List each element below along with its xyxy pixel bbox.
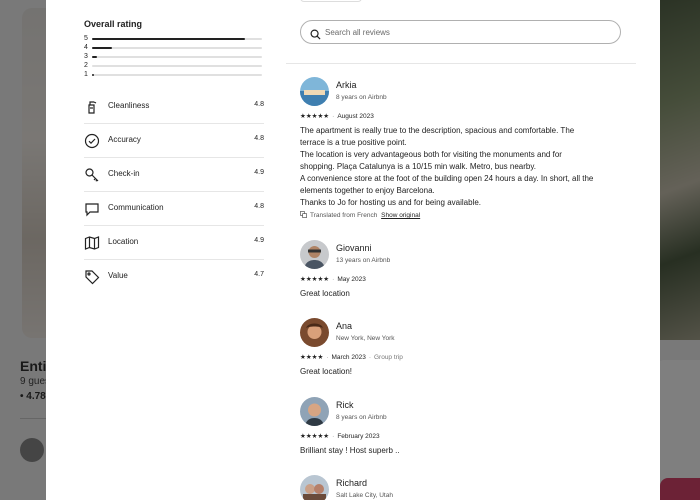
reviews-modal — [46, 0, 660, 500]
key-icon — [84, 167, 100, 183]
trip-type: Group trip — [373, 354, 403, 361]
rating-bar-label: 3 — [84, 53, 88, 60]
review-text-line: Great location! — [300, 367, 353, 376]
category-label: Check-in — [108, 169, 140, 178]
category-value: 4.8 — [254, 101, 264, 108]
review-text-line: elements together to enjoy Barcelona. — [300, 186, 435, 195]
review-text-line: The location is very advantageous both for visiting the monuments and for — [300, 150, 562, 159]
rating-bar-1 — [84, 70, 264, 79]
review-text — [300, 288, 630, 300]
rating-bar-label: 4 — [84, 44, 88, 51]
rating-bar-fill — [92, 47, 112, 49]
check-circle-icon — [84, 133, 100, 149]
review-text-line: terrace is a true positive point. — [300, 138, 407, 147]
reviewer-name: Arkia — [336, 80, 357, 90]
category-check-in — [84, 158, 264, 192]
rating-bar-label: 5 — [84, 35, 88, 42]
rating-bar-4 — [84, 43, 264, 52]
reviewer-meta: Salt Lake City, Utah — [336, 492, 393, 499]
tag-icon — [84, 269, 100, 285]
translated-from-label: Translated from French — [310, 212, 378, 219]
category-value: 4.9 — [254, 169, 264, 176]
review-text — [300, 366, 630, 378]
avatar[interactable] — [300, 77, 329, 106]
reviewer-name: Ana — [336, 321, 353, 331]
message-bubble-icon — [84, 201, 100, 217]
avatar[interactable] — [300, 240, 329, 269]
review-text-line: The apartment is really true to the description, spacious and comfortable. The — [300, 126, 575, 135]
category-label: Accuracy — [108, 135, 141, 144]
search-icon — [310, 27, 321, 38]
show-original-link[interactable]: Show original — [381, 212, 421, 219]
review-rating-line: ★★★★★ · August 2023 — [300, 113, 374, 120]
star-rating: ★★★★ — [300, 354, 324, 361]
reviewer-name: Richard — [336, 478, 368, 488]
reviewer-meta: New York, New York — [336, 335, 395, 342]
spray-bottle-icon — [84, 99, 100, 115]
review-text-line: shopping. Plaça Catalunya is a 10/15 min walk. Metro, bus nearby. — [300, 162, 536, 171]
reviewer-name: Rick — [336, 400, 354, 410]
overall-rating-title: Overall rating — [84, 19, 143, 29]
category-value: 4.8 — [254, 203, 264, 210]
review-text — [300, 445, 630, 457]
star-rating: ★★★★★ — [300, 276, 330, 283]
category-label: Cleanliness — [108, 101, 150, 110]
divider — [286, 63, 636, 64]
rating-bar-fill — [92, 74, 94, 76]
reviewer-meta: 8 years on Airbnb — [336, 94, 387, 101]
review-rating-line: ★★★★ · March 2023 · Group trip — [300, 354, 403, 361]
reviewer-meta: 8 years on Airbnb — [336, 414, 387, 421]
search-reviews-box[interactable] — [300, 20, 621, 44]
review-text — [300, 125, 630, 209]
category-value: 4.9 — [254, 237, 264, 244]
review-text-line: Thanks to Jo for hosting us and for being available. — [300, 198, 481, 207]
category-value: 4.8 — [254, 135, 264, 142]
translate-icon — [300, 211, 307, 218]
map-icon — [84, 235, 100, 251]
sort-dropdown-edge[interactable] — [300, 0, 362, 2]
review-date: May 2023 — [337, 276, 366, 283]
rating-bar-fill — [92, 38, 245, 40]
review-text-line: A convenience store at the foot of the building open 24 hours a day. In short, all the — [300, 174, 594, 183]
reviewer-name: Giovanni — [336, 243, 372, 253]
category-cleanliness — [84, 90, 264, 124]
avatar[interactable] — [300, 318, 329, 347]
category-accuracy — [84, 124, 264, 158]
review-rating-line: ★★★★★ · May 2023 — [300, 276, 366, 283]
translation-note — [300, 211, 420, 219]
review-date: August 2023 — [337, 113, 374, 120]
star-rating: ★★★★★ — [300, 433, 330, 440]
rating-bar-label: 2 — [84, 62, 88, 69]
rating-bar-3 — [84, 52, 264, 61]
review-text-line: Great location — [300, 289, 350, 298]
star-rating: ★★★★★ — [300, 113, 330, 120]
category-label: Communication — [108, 203, 164, 212]
avatar[interactable] — [300, 475, 329, 500]
rating-bar-fill — [92, 56, 97, 58]
avatar[interactable] — [300, 397, 329, 426]
category-label: Location — [108, 237, 139, 246]
review-rating-line: ★★★★★ · February 2023 — [300, 433, 380, 440]
category-communication — [84, 192, 264, 226]
review-date: March 2023 — [331, 354, 366, 361]
category-value — [84, 260, 264, 294]
search-reviews-input[interactable] — [325, 21, 615, 43]
rating-bar-2 — [84, 61, 264, 70]
category-label: Value — [108, 271, 128, 280]
review-date: February 2023 — [337, 433, 380, 440]
rating-bar-5 — [84, 34, 264, 43]
category-location — [84, 226, 264, 260]
reviewer-meta: 13 years on Airbnb — [336, 257, 391, 264]
review-text-line: Brilliant stay ! Host superb .. — [300, 446, 400, 455]
rating-bar-label: 1 — [84, 71, 88, 78]
category-value: 4.7 — [254, 271, 264, 278]
